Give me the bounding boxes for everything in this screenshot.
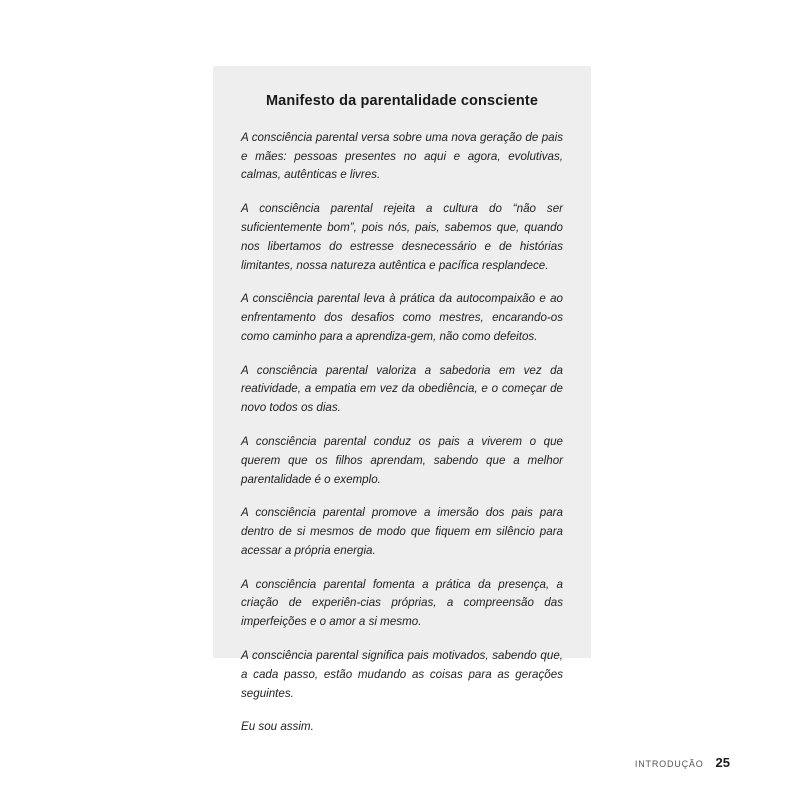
manifesto-paragraph: A consciência parental fomenta a prática da presença, a criação de experiên-cias próprias, a compreensão das imperfeições e o amor a si mesmo. bbox=[241, 577, 563, 629]
manifesto-paragraph: A consciência parental significa pais motivados, sabendo que, a cada passo, estão mudando as coisas para as gerações seguintes. bbox=[241, 649, 563, 700]
manifesto-title: Manifesto da parentalidade consciente bbox=[265, 93, 539, 109]
manifesto-paragraph: A consciência parental rejeita a cultura do “não ser suficientemente bom”, pois nós, pais, sabemos que, quando nos libertamos do estresse desnecessário e de histórias limitantes, nossa natureza autêntica e pacífica resplandece. bbox=[241, 202, 563, 272]
manifesto-paragraph: A consciência parental conduz os pais a viverem o que querem que os filhos aprendam, sabendo que a melhor parentalidade é o exemplo. bbox=[241, 435, 563, 486]
footer-section-label: INTRODUÇÃO bbox=[634, 759, 704, 769]
page-footer bbox=[635, 755, 730, 770]
manifesto-paragraph: A consciência parental leva à prática da autocompaixão e ao enfrentamento dos desafios como mestres, encarando-os como caminho para a aprendiza-gem, não como defeitos. bbox=[241, 292, 563, 343]
manifesto-closing-line: Eu sou assim. bbox=[241, 720, 314, 734]
manifesto-paragraph: A consciência parental versa sobre uma nova geração de pais e mães: pessoas presentes no aqui e agora, evolutivas, calmas, autênticas e livres. bbox=[241, 130, 563, 182]
manifesto-paragraph: A consciência parental valoriza a sabedoria em vez da reatividade, a empatia em vez da obediência, e o começar de novo todos os dias. bbox=[241, 363, 563, 415]
footer-page-number: 25 bbox=[715, 755, 730, 770]
manifesto-paragraph: A consciência parental promove a imersão dos pais para dentro de si mesmos de modo que fiquem em silêncio para acessar a própria energia. bbox=[241, 506, 563, 557]
manifesto-callout-box bbox=[213, 66, 591, 734]
